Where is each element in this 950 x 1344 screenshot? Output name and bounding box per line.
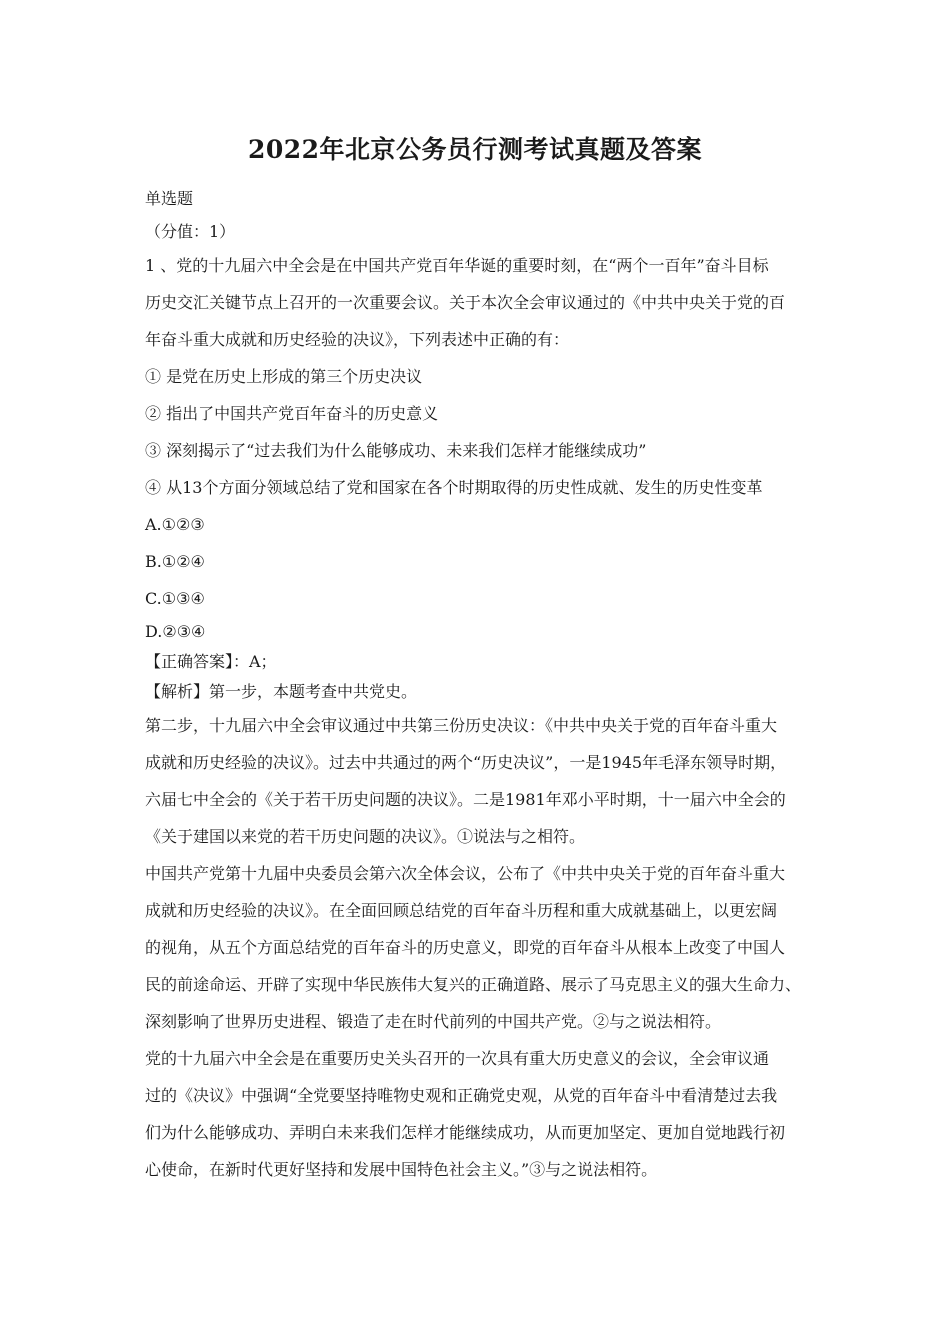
question-line: 年奋斗重大成就和历史经验的决议》，下列表述中正确的有： <box>145 330 570 349</box>
analysis-line: 【解析】第一步，本题考查中共党史。 <box>145 682 418 701</box>
analysis-line: 们为什么能够成功、弄明白未来我们怎样才能继续成功，从而更加坚定、更加自觉地践行初 <box>145 1123 786 1142</box>
question-line: 历史交汇关键节点上召开的一次重要会议。关于本次全会审议通过的《中共中央关于党的百 <box>145 293 786 312</box>
statement-1: ① 是党在历史上形成的第三个历史决议 <box>145 367 423 386</box>
answer-line: 【正确答案】：A； <box>145 652 277 671</box>
analysis-line: 党的十九届六中全会是在重要历史关头召开的一次具有重大历史意义的会议，全会审议通 <box>145 1049 770 1068</box>
analysis-line: 心使命，在新时代更好坚持和发展中国特色社会主义。”③与之说法相符。 <box>145 1160 658 1179</box>
section-label: 单选题 <box>145 189 194 208</box>
question-line: 1 、党的十九届六中全会是在中国共产党百年华诞的重要时刻，在“两个一百年”奋斗目标 <box>145 256 769 275</box>
analysis-line: 《关于建国以来党的若干历史问题的决议》。①说法与之相符。 <box>145 827 586 846</box>
analysis-line: 第二步，十九届六中全会审议通过中共第三份历史决议：《中共中央关于党的百年奋斗重大 <box>145 716 778 735</box>
option-d: D.②③④ <box>145 622 206 641</box>
option-a: A.①②③ <box>145 515 205 534</box>
statement-3: ③ 深刻揭示了“过去我们为什么能够成功、未来我们怎样才能继续成功” <box>145 441 647 460</box>
statement-2: ② 指出了中国共产党百年奋斗的历史意义 <box>145 404 439 423</box>
analysis-line: 过的《决议》中强调“全党要坚持唯物史观和正确党史观，从党的百年奋斗中看清楚过去我 <box>145 1086 778 1105</box>
document-title: 2022年北京公务员行测考试真题及答案 <box>247 135 703 164</box>
analysis-line: 六届七中全会的《关于若干历史问题的决议》。二是1981年邓小平时期，十一届六中全会的 <box>145 790 786 809</box>
analysis-line: 成就和历史经验的决议》。过去中共通过的两个“历史决议”，一是1945年毛泽东领导时期， <box>145 753 787 772</box>
option-b: B.①②④ <box>145 552 205 571</box>
analysis-line: 的视角，从五个方面总结党的百年奋斗的历史意义，即党的百年奋斗从根本上改变了中国人 <box>145 938 786 957</box>
document-body <box>145 180 825 1188</box>
statement-4: ④ 从13个方面分领域总结了党和国家在各个时期取得的历史性成就、发生的历史性变革 <box>145 478 763 497</box>
analysis-line: 民的前途命运、开辟了实现中华民族伟大复兴的正确道路、展示了马克思主义的强大生命力、 <box>145 975 802 994</box>
score-label: （分值：1） <box>145 222 236 241</box>
option-c: C.①③④ <box>145 589 205 608</box>
analysis-line: 中国共产党第十九届中央委员会第六次全体会议，公布了《中共中央关于党的百年奋斗重大 <box>145 864 786 883</box>
analysis-line: 成就和历史经验的决议》。在全面回顾总结党的百年奋斗历程和重大成就基础上，以更宏阔 <box>145 901 778 920</box>
analysis-line: 深刻影响了世界历史进程、锻造了走在时代前列的中国共产党。②与之说法相符。 <box>145 1012 722 1031</box>
